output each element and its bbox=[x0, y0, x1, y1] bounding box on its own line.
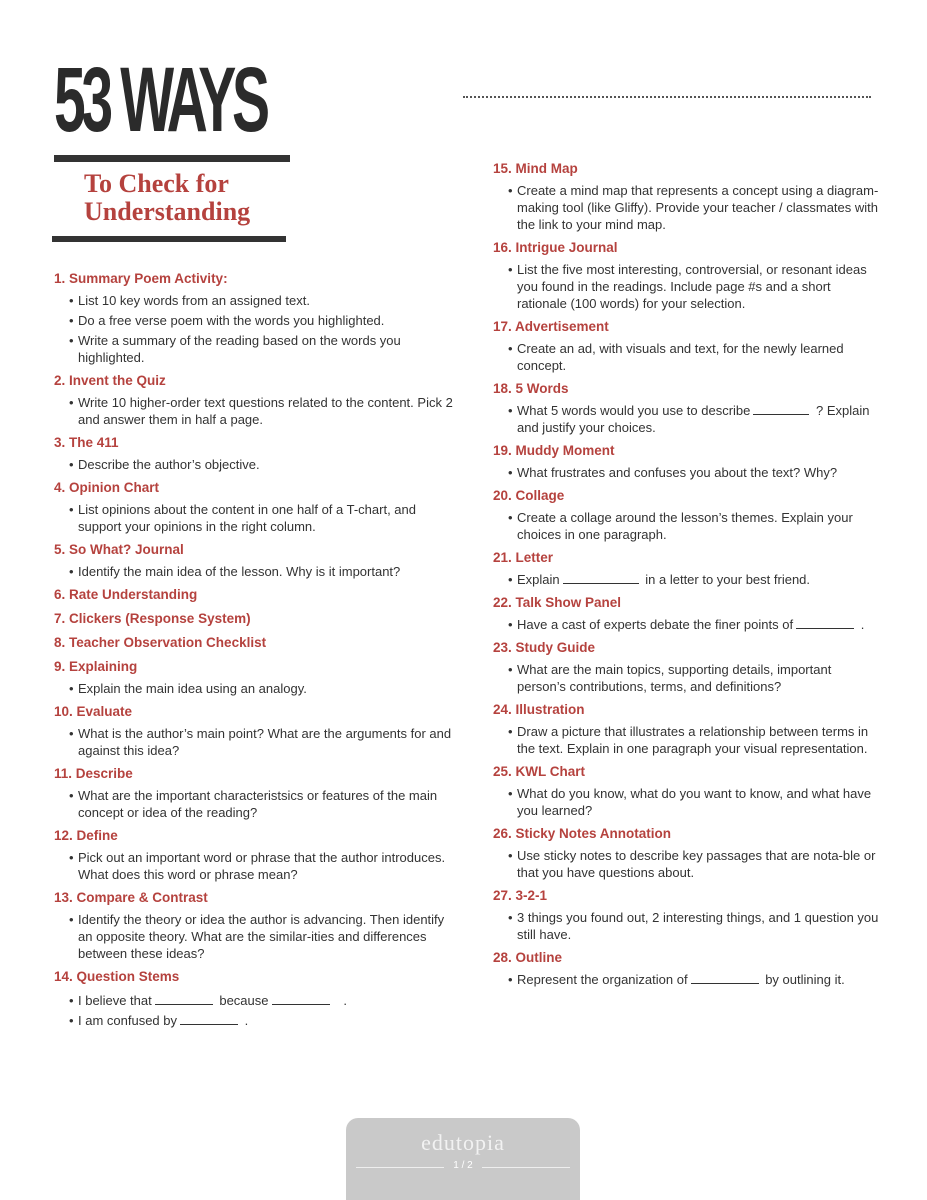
left-column bbox=[54, 270, 454, 1032]
item-bullet: • Draw a picture that illustrates a relationship between terms in the text. Explain in one paragraph your visual representation. bbox=[493, 723, 883, 757]
blank-line bbox=[272, 1003, 330, 1005]
list-item bbox=[493, 594, 883, 633]
list-item bbox=[493, 380, 883, 436]
item-heading: 28. Outline bbox=[493, 950, 563, 965]
list-item bbox=[493, 239, 883, 312]
list-item bbox=[493, 442, 883, 481]
blank-line bbox=[155, 1003, 213, 1005]
bullet-text: . bbox=[860, 617, 865, 632]
subtitle-underline bbox=[52, 236, 286, 242]
item-heading: 11. Describe bbox=[54, 766, 133, 781]
item-heading: 4. Opinion Chart bbox=[54, 480, 160, 495]
blank-line bbox=[563, 582, 639, 584]
list-item bbox=[54, 658, 454, 697]
item-heading: 22. Talk Show Panel bbox=[493, 595, 622, 610]
list-item bbox=[54, 541, 454, 580]
item-heading: 12. Define bbox=[54, 828, 118, 843]
item-bullet: • Identify the main idea of the lesson. Why is it important? bbox=[54, 563, 454, 580]
title-underline bbox=[54, 155, 290, 162]
list-item bbox=[54, 968, 454, 986]
item-bullet bbox=[493, 402, 883, 436]
item-heading: 21. Letter bbox=[493, 550, 554, 565]
item-heading: 8. Teacher Observation Checklist bbox=[54, 635, 267, 650]
item-heading: 15. Mind Map bbox=[493, 161, 578, 176]
item-heading: 5. So What? Journal bbox=[54, 542, 184, 557]
right-item-list bbox=[493, 442, 883, 543]
item-bullet bbox=[493, 971, 883, 988]
item-heading: 18. 5 Words bbox=[493, 381, 569, 396]
item-bullet: • What are the main topics, supporting details, important person’s contributions, terms, and definitions? bbox=[493, 661, 883, 695]
item-heading: 14. Question Stems bbox=[54, 969, 180, 984]
item-heading: 23. Study Guide bbox=[493, 640, 596, 655]
item-heading: 19. Muddy Moment bbox=[493, 443, 615, 458]
item-bullet: • What frustrates and confuses you about the text? Why? bbox=[493, 464, 883, 481]
item-heading: 27. 3-2-1 bbox=[493, 888, 548, 903]
stem-bullet bbox=[54, 1012, 454, 1029]
blank-line bbox=[691, 982, 759, 984]
blank-line bbox=[796, 627, 854, 629]
item-bullet: • What do you know, what do you want to know, and what have you learned? bbox=[493, 785, 883, 819]
list-item bbox=[493, 318, 883, 374]
item-heading: 24. Illustration bbox=[493, 702, 585, 717]
list-item bbox=[493, 887, 883, 943]
stem-text: . bbox=[343, 993, 347, 1008]
list-item bbox=[54, 586, 454, 604]
blank-line bbox=[180, 1023, 238, 1025]
item-bullet: • What is the author’s main point? What are the arguments for and against this idea? bbox=[54, 725, 454, 759]
bullet-text: Represent the organization of bbox=[517, 972, 688, 987]
bullet-text: Have a cast of experts debate the finer points of bbox=[517, 617, 794, 632]
item-bullet: • Create a mind map that represents a concept using a diagram-making tool (like Gliffy). Provide your teacher / classmates with the link to your mind map. bbox=[493, 182, 883, 233]
list-item bbox=[54, 610, 454, 628]
item-heading: 2. Invent the Quiz bbox=[54, 373, 166, 388]
subtitle-line-1: To Check for bbox=[84, 169, 229, 198]
item-bullet: • Identify the theory or idea the author is advancing. Then identify an opposite theory. What are the similar-ities and differences between these ideas? bbox=[54, 911, 454, 962]
list-item bbox=[54, 634, 454, 652]
item-heading: 9. Explaining bbox=[54, 659, 138, 674]
stem-bullet bbox=[54, 992, 454, 1009]
footer-tab bbox=[346, 1118, 580, 1200]
item-heading: 17. Advertisement bbox=[493, 319, 609, 334]
subtitle-line-2: Understanding bbox=[84, 197, 251, 226]
item-bullet: • Explain the main idea using an analogy. bbox=[54, 680, 454, 697]
list-item bbox=[493, 701, 883, 757]
item-bullet: • Write a summary of the reading based on the words you highlighted. bbox=[54, 332, 454, 366]
list-item bbox=[493, 487, 883, 543]
blank-line bbox=[753, 413, 809, 415]
left-item-list bbox=[54, 270, 454, 986]
item-bullet: • List opinions about the content in one half of a T-chart, and support your opinions in the right column. bbox=[54, 501, 454, 535]
item-heading: 25. KWL Chart bbox=[493, 764, 586, 779]
bullet-text: by outlining it. bbox=[765, 972, 845, 987]
item-heading: 1. Summary Poem Activity: bbox=[54, 271, 228, 286]
list-item bbox=[54, 434, 454, 473]
stem-text: . bbox=[244, 1013, 249, 1028]
item-bullet: • Do a free verse poem with the words you highlighted. bbox=[54, 312, 454, 329]
list-item bbox=[54, 889, 454, 962]
list-item bbox=[493, 639, 883, 695]
item-bullet: • Pick out an important word or phrase that the author introduces. What does this word or phrase mean? bbox=[54, 849, 454, 883]
item-heading: 26. Sticky Notes Annotation bbox=[493, 826, 672, 841]
stem-text: because bbox=[219, 993, 269, 1008]
item-bullet: • Create an ad, with visuals and text, for the newly learned concept. bbox=[493, 340, 883, 374]
item-heading: 3. The 411 bbox=[54, 435, 119, 450]
stem-text: I believe that bbox=[78, 993, 152, 1008]
item-heading: 6. Rate Understanding bbox=[54, 587, 198, 602]
item-heading: 10. Evaluate bbox=[54, 704, 133, 719]
right-item-list bbox=[493, 639, 883, 943]
list-item bbox=[54, 479, 454, 535]
list-item bbox=[54, 765, 454, 821]
item-heading: 20. Collage bbox=[493, 488, 565, 503]
page-number: 1 / 2 bbox=[453, 1160, 473, 1171]
list-item bbox=[493, 549, 883, 588]
item-bullet: • Describe the author’s objective. bbox=[54, 456, 454, 473]
item-bullet: • 3 things you found out, 2 interesting things, and 1 question you still have. bbox=[493, 909, 883, 943]
item-bullet: • Use sticky notes to describe key passages that are nota-ble or that you have questions about. bbox=[493, 847, 883, 881]
bullet-text: What 5 words would you use to describe bbox=[517, 403, 751, 418]
question-stems bbox=[54, 992, 454, 1029]
subtitle bbox=[84, 170, 250, 226]
item-bullet: • What are the important characteristsics or features of the main concept or idea of the reading? bbox=[54, 787, 454, 821]
item-bullet: • List the five most interesting, controversial, or resonant ideas you found in the readings. Include page #s and a short rationale (100 words) for your selection. bbox=[493, 261, 883, 312]
stem-text: I am confused by bbox=[78, 1013, 177, 1028]
right-column bbox=[493, 160, 883, 994]
list-item bbox=[493, 160, 883, 233]
item-heading: 7. Clickers (Response System) bbox=[54, 611, 251, 626]
list-item bbox=[493, 949, 883, 988]
list-item bbox=[493, 763, 883, 819]
list-item bbox=[54, 827, 454, 883]
edutopia-logo: edutopia bbox=[421, 1130, 505, 1155]
list-item bbox=[54, 703, 454, 759]
item-bullet: • Write 10 higher-order text questions related to the content. Pick 2 and answer them in half a page. bbox=[54, 394, 454, 428]
page-title: 53 WAYS bbox=[54, 49, 266, 151]
item-bullet: • List 10 key words from an assigned text. bbox=[54, 292, 454, 309]
list-item bbox=[54, 270, 454, 366]
item-bullet bbox=[493, 571, 883, 588]
list-item bbox=[493, 825, 883, 881]
list-item bbox=[54, 372, 454, 428]
item-bullet bbox=[493, 616, 883, 633]
item-heading: 13. Compare & Contrast bbox=[54, 890, 208, 905]
item-bullet: • Create a collage around the lesson’s themes. Explain your choices in one paragraph. bbox=[493, 509, 883, 543]
right-item-list bbox=[493, 160, 883, 374]
bullet-text: in a letter to your best friend. bbox=[645, 572, 811, 587]
bullet-text: Explain bbox=[517, 572, 560, 587]
dotted-divider bbox=[463, 96, 871, 98]
item-heading: 16. Intrigue Journal bbox=[493, 240, 618, 255]
bullet-text: ? Explain and justify your choices. bbox=[517, 403, 870, 435]
